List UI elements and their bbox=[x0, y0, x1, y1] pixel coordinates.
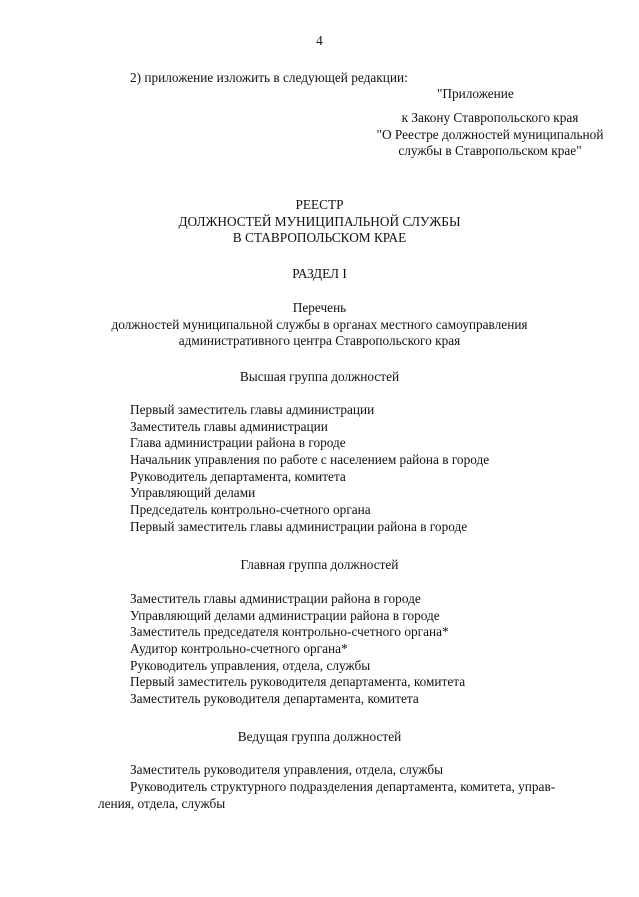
list-item: Первый заместитель руководителя департамента, комитета bbox=[130, 674, 466, 690]
list-item: Первый заместитель главы администрации bbox=[130, 402, 375, 417]
title-line-3: В СТАВРОПОЛЬСКОМ КРАЕ bbox=[232, 230, 407, 245]
group-heading-leading: Ведущая группа должностей bbox=[237, 729, 402, 744]
list-item-wrapped-line-1: Руководитель структурного подразделения департамента, комитета, управ- bbox=[130, 779, 556, 794]
appendix-heading: "Приложение bbox=[437, 86, 514, 101]
section-heading: РАЗДЕЛ I bbox=[292, 266, 347, 281]
appendix-line-3: службы в Ставропольском крае" bbox=[398, 143, 582, 158]
leading-group-list bbox=[130, 762, 443, 779]
group-heading-highest: Высшая группа должностей bbox=[239, 369, 400, 384]
list-item: Первый заместитель главы администрации района в городе bbox=[130, 518, 468, 534]
list-title-line-2: должностей муниципальной службы в органах местного самоуправления bbox=[111, 316, 528, 332]
page-number: 4 bbox=[316, 33, 323, 48]
list-item: Глава администрации района в городе bbox=[130, 435, 346, 451]
highest-group-list bbox=[130, 402, 489, 536]
list-item: Управляющий делами bbox=[130, 485, 256, 501]
list-item: Начальник управления по работе с населением района в городе bbox=[130, 452, 490, 468]
list-item: Руководитель управления, отдела, службы bbox=[130, 657, 371, 673]
list-item: Заместитель руководителя департамента, комитета bbox=[130, 691, 419, 707]
appendix-line-2: "О Реестре должностей муниципальной bbox=[376, 126, 604, 142]
list-item-wrapped-line-2: ления, отдела, службы bbox=[98, 796, 226, 811]
intro-line: 2) приложение изложить в следующей редакции: bbox=[130, 70, 408, 85]
list-item: Руководитель департамента, комитета bbox=[130, 468, 346, 484]
list-title-line-3: административного центра Ставропольского края bbox=[178, 333, 461, 348]
group-heading-main: Главная группа должностей bbox=[240, 557, 399, 572]
register-title bbox=[0, 197, 639, 247]
title-line-1: РЕЕСТР bbox=[295, 197, 344, 212]
list-item: Заместитель главы администрации bbox=[130, 418, 328, 434]
appendix-line-1: к Закону Ставропольского края bbox=[401, 110, 579, 125]
appendix-reference bbox=[340, 110, 639, 160]
list-item: Председатель контрольно-счетного органа bbox=[130, 502, 371, 518]
list-item: Управляющий делами администрации района в городе bbox=[130, 607, 440, 623]
title-line-2: ДОЛЖНОСТЕЙ МУНИЦИПАЛЬНОЙ СЛУЖБЫ bbox=[178, 213, 461, 229]
list-title bbox=[0, 300, 639, 350]
list-item: Заместитель председателя контрольно-счетного органа* bbox=[130, 624, 449, 640]
list-item: Аудитор контрольно-счетного органа* bbox=[130, 641, 348, 657]
list-title-line-1: Перечень bbox=[292, 300, 347, 315]
main-group-list bbox=[130, 591, 465, 708]
list-item: Заместитель главы администрации района в городе bbox=[130, 591, 421, 606]
list-item: Заместитель руководителя управления, отдела, службы bbox=[130, 762, 444, 777]
